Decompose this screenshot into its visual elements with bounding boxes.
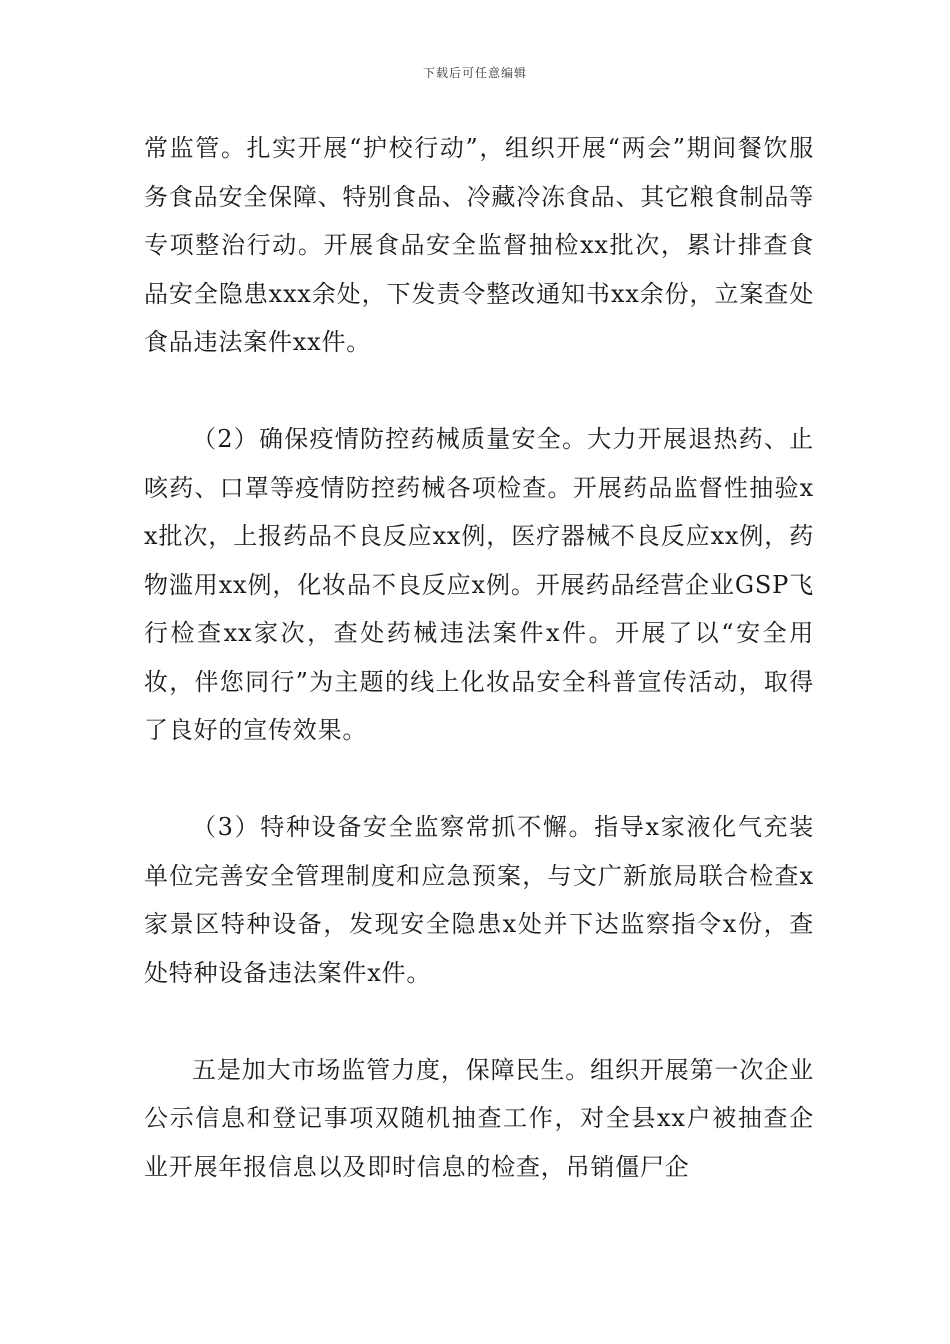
paragraph-gap xyxy=(144,997,814,1046)
paragraph-market-supervision: 五是加大市场监管力度，保障民生。组织开展第一次企业公示信息和登记事项双随机抽查工作，对全县xx户被抽查企业开展年报信息以及即时信息的检查，吊销僵尸企 xyxy=(144,1055,814,1181)
paragraph-gap xyxy=(144,755,814,804)
paragraph-gap xyxy=(144,367,814,416)
paragraph-drug-safety: （2）确保疫情防控药械质量安全。大力开展退热药、止咳药、口罩等疫情防控药械各项检查。开展药品监督性抽验xx批次，上报药品不良反应xx例，医疗器械不良反应xx例，药物滥用xx例，化妆品不良反应x例。开展药品经营企业GSP飞行检查xx家次，查处药械违法案件x件。开展了以“安全用妆，伴您同行”为主题的线上化妆品安全科普宣传活动，取得了良好的宣传效果。 xyxy=(144,425,814,744)
header-note: 下载后可任意编辑 xyxy=(422,66,527,80)
paragraph-special-equipment: （3）特种设备安全监察常抓不懈。指导x家液化气充装单位完善安全管理制度和应急预案，与文广新旅局联合检查x家景区特种设备，发现安全隐患x处并下达监察指令x份，查处特种设备违法案件x件。 xyxy=(144,813,814,987)
document-body xyxy=(144,124,814,1191)
paragraph-food-safety: 常监管。扎实开展“护校行动”，组织开展“两会”期间餐饮服务食品安全保障、特别食品、冷藏冷冻食品、其它粮食制品等专项整治行动。开展食品安全监督抽检xx批次，累计排查食品安全隐患xxx余处，下发责令整改通知书xx余份，立案查处食品违法案件xx件。 xyxy=(144,134,814,356)
